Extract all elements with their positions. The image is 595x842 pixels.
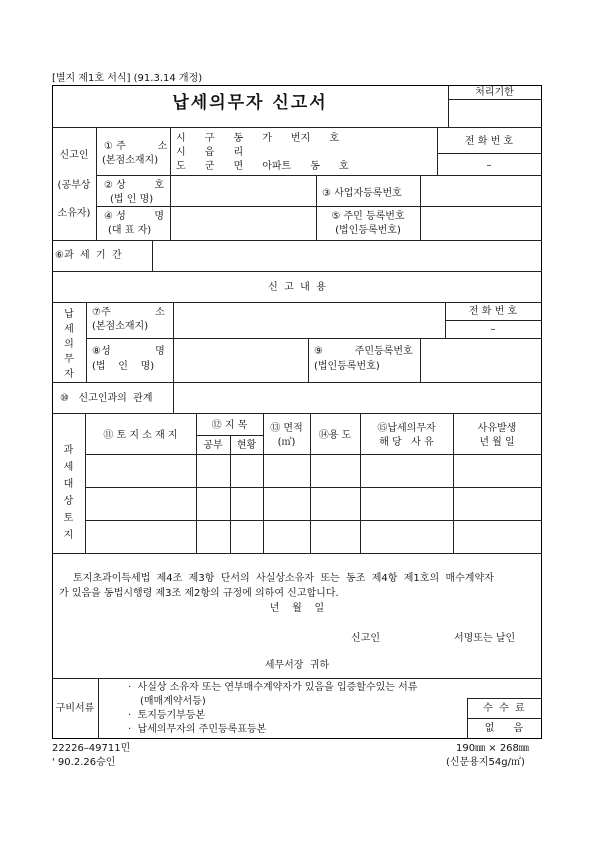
land-label-3: 대 (63, 479, 74, 490)
col-reason-sub: 해 당 사 유 (379, 437, 434, 448)
land-label-4: 상 (63, 496, 74, 507)
col-reason: ⑮납세의무자 (377, 423, 436, 434)
taxpayer-name-label: ⑧성 명 (92, 346, 165, 357)
col-category-actual: 현황 (236, 440, 257, 451)
signature-label: 서명또는 날인 (454, 633, 516, 644)
document-item-2: · 토지등기부등본 (128, 710, 206, 721)
land-label-1: 과 (63, 445, 74, 456)
address-label: ① 주 소 (104, 141, 168, 152)
taxpayer-phone-label: 전 화 번 호 (468, 306, 518, 317)
taxpayer-label-1: 납 (64, 309, 74, 320)
processing-period-label: 처리기한 (475, 87, 514, 98)
col-date: 사유발생 (477, 423, 517, 434)
taxpayer-label-4: 무 (64, 354, 74, 365)
tax-period-label: ⑥과 세 기 간 (55, 250, 122, 261)
resident-no-label-sub: (법인등록번호) (335, 225, 401, 236)
page-title: 납세의무자 신고서 (172, 93, 328, 113)
reporter-label-2: (공부상 (57, 180, 91, 191)
taxpayer-resident-no-label-sub: (법인등록번호) (314, 361, 380, 372)
reporter-phone-value: – (486, 160, 492, 171)
reporter-label: 신고인 (59, 150, 89, 161)
col-category: ⑫ 지 목 (211, 420, 248, 431)
taxpayer-label-3: 의 (64, 339, 74, 350)
document-item-3: · 납세의무자의 주민등록표등본 (128, 724, 267, 735)
footer-code: 22226–49711민 (52, 743, 131, 754)
col-date-sub: 년 월 일 (479, 437, 515, 448)
resident-no-label: ⑤ 주민 등록번호 (331, 211, 405, 222)
address-line-1: 시 구 동 가 번지 호 (176, 133, 339, 144)
address-line-3: 도 군 면 아파트 동 호 (176, 161, 349, 172)
declaration-text-2: 가 있음을 동법시행령 제3조 제2항의 규정에 의하여 신고합니다. (59, 588, 339, 599)
report-content-label: 신 고 내 용 (268, 282, 326, 293)
address-label-sub: (본점소재지) (102, 155, 159, 166)
reporter-sign-label: 신고인 (351, 633, 380, 644)
reporter-label-3: 소유자) (57, 208, 91, 219)
document-item-1: · 사실상 소유자 또는 연부매수계약자가 있음을 입증할수있는 서류 (128, 682, 418, 693)
col-location: ⑪ 토 지 소 재 지 (103, 430, 178, 441)
addressee: 세무서장 귀하 (264, 660, 330, 671)
taxpayer-label-5: 자 (64, 369, 74, 380)
company-label: ② 상 호 (104, 180, 165, 191)
col-use: ⑭용 도 (318, 430, 352, 441)
representative-label: ④ 성 명 (104, 211, 165, 222)
taxpayer-name-label-sub: (법 인 명) (92, 361, 155, 372)
address-line-2: 시 읍 리 (176, 147, 244, 158)
footer-paper: (신문용지54g/㎡) (446, 757, 525, 768)
taxpayer-phone-value: – (490, 324, 496, 335)
land-label-2: 세 (63, 462, 74, 473)
reporter-phone-label: 전 화 번 호 (464, 136, 514, 147)
declaration-text-1: 토지초과이득세법 제4조 제3항 단서의 사실상소유자 또는 동조 제4항 제1호의 매수계약자 (73, 573, 494, 584)
documents-label: 구비서류 (55, 703, 95, 714)
declaration-date: 년 월 일 (269, 603, 325, 614)
taxpayer-address-label-sub: (본점소재지) (92, 321, 149, 332)
business-no-label: ③ 사업자등록번호 (322, 188, 402, 199)
document-item-1b: (매매계약서등) (140, 696, 206, 707)
land-label-6: 지 (63, 530, 74, 541)
fee-label: 수 수 료 (483, 703, 525, 714)
form-number: [별지 제1호 서식] (91.3.14 개정) (52, 73, 203, 84)
land-label-5: 토 (63, 513, 74, 524)
taxpayer-label-2: 세 (64, 324, 74, 335)
taxpayer-address-label: ⑦주 소 (92, 307, 165, 318)
col-category-ledger: 공부 (203, 440, 223, 451)
footer-size: 190㎜ × 268㎜ (456, 743, 529, 754)
relation-label: ⑩ 신고인과의 관계 (60, 393, 153, 404)
col-area: ⑬ 면적 (270, 423, 303, 434)
col-area-unit: (㎡) (277, 437, 296, 448)
fee-value: 없 음 (484, 723, 524, 734)
company-label-sub: (법 인 명) (110, 194, 154, 205)
taxpayer-resident-no-label: ⑨ 주민등록번호 (314, 346, 413, 357)
representative-label-sub: (대 표 자) (108, 225, 152, 236)
footer-approval: ' 90.2.26승인 (52, 757, 116, 768)
